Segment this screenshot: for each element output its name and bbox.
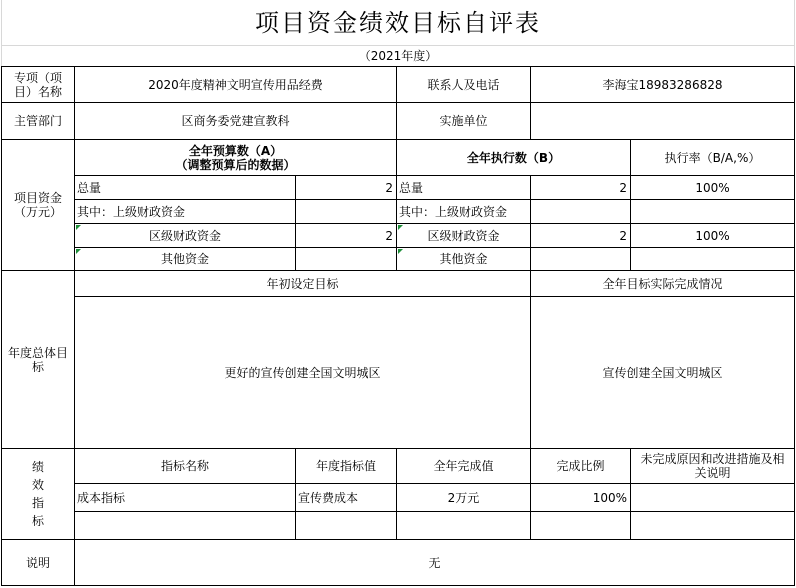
indicator-row-name[interactable]	[75, 512, 296, 540]
fund-row-label: 其中：上级财政资金	[75, 200, 296, 224]
fund-row-label: 其他资金	[75, 248, 296, 271]
funds-label: 项目资金（万元）	[1, 140, 75, 271]
indicator-row-note[interactable]	[631, 484, 795, 512]
impl-unit-value[interactable]	[531, 103, 795, 140]
comment-marker-icon	[76, 225, 81, 230]
indicators-label: 绩效指标	[1, 449, 75, 540]
fund-row-label: 总量	[75, 176, 296, 200]
impl-unit-label: 实施单位	[397, 103, 531, 140]
fund-row-exec-label: 其他资金	[397, 248, 531, 271]
indicator-header-done: 全年完成值	[397, 449, 531, 484]
indicator-header-name: 指标名称	[75, 449, 296, 484]
contact-value[interactable]: 李海宝18983286828	[531, 66, 795, 103]
rate-header: 执行率（B/A,%）	[631, 140, 795, 176]
goals-set-header: 年初设定目标	[75, 271, 531, 297]
fund-row-exec-label: 区级财政资金	[397, 224, 531, 248]
budget-header	[75, 140, 397, 176]
fund-row-exec[interactable]	[531, 200, 631, 224]
fund-row-budget[interactable]	[296, 248, 397, 271]
fund-row-budget[interactable]: 2	[296, 224, 397, 248]
indicator-header-target: 年度指标值	[296, 449, 397, 484]
comment-marker-icon	[398, 249, 403, 254]
project-name-value[interactable]: 2020年度精神文明宣传用品经费	[75, 66, 397, 103]
fund-row-exec[interactable]: 2	[531, 176, 631, 200]
indicator-row-target[interactable]	[296, 512, 397, 540]
budget-header-title: 全年预算数（A）	[188, 143, 283, 158]
fund-row-rate[interactable]	[631, 248, 795, 271]
indicator-row-done[interactable]	[397, 512, 531, 540]
fund-row-rate[interactable]	[631, 200, 795, 224]
dept-value[interactable]: 区商务委党建宣教科	[75, 103, 397, 140]
indicator-row-name[interactable]: 成本指标	[75, 484, 296, 512]
comment-marker-icon	[398, 225, 403, 230]
fund-row-budget[interactable]	[296, 200, 397, 224]
indicator-row-target[interactable]: 宣传费成本	[296, 484, 397, 512]
fund-row-rate[interactable]: 100%	[631, 176, 795, 200]
fund-row-budget[interactable]: 2	[296, 176, 397, 200]
fund-row-exec-label: 其中：上级财政资金	[397, 200, 531, 224]
indicator-row-ratio[interactable]	[531, 512, 631, 540]
indicator-row-note[interactable]	[631, 512, 795, 540]
note-label: 说明	[1, 540, 75, 586]
indicator-row-ratio[interactable]: 100%	[531, 484, 631, 512]
note-value[interactable]: 无	[75, 540, 795, 586]
exec-header: 全年执行数（B）	[397, 140, 631, 176]
year-label: （2021年度）	[358, 48, 438, 63]
goals-set-value[interactable]: 更好的宣传创建全国文明城区	[75, 297, 531, 449]
fund-row-rate[interactable]: 100%	[631, 224, 795, 248]
goals-label: 年度总体目标	[1, 271, 75, 449]
budget-header-sub: （调整预算后的数据）	[175, 157, 296, 172]
indicator-row-done[interactable]: 2万元	[397, 484, 531, 512]
indicator-header-note: 未完成原因和改进措施及相关说明	[631, 449, 795, 484]
goals-actual-value[interactable]: 宣传创建全国文明城区	[531, 297, 795, 449]
indicator-header-ratio: 完成比例	[531, 449, 631, 484]
dept-label: 主管部门	[1, 103, 75, 140]
fund-row-exec[interactable]: 2	[531, 224, 631, 248]
contact-label: 联系人及电话	[397, 66, 531, 103]
fund-row-exec-label: 总量	[397, 176, 531, 200]
project-name-label: 专项（项目）名称	[1, 66, 75, 103]
goals-actual-header: 全年目标实际完成情况	[531, 271, 795, 297]
comment-marker-icon	[76, 249, 81, 254]
fund-row-exec[interactable]	[531, 248, 631, 271]
sheet-title: 项目资金绩效目标自评表	[255, 8, 541, 37]
fund-row-label: 区级财政资金	[75, 224, 296, 248]
